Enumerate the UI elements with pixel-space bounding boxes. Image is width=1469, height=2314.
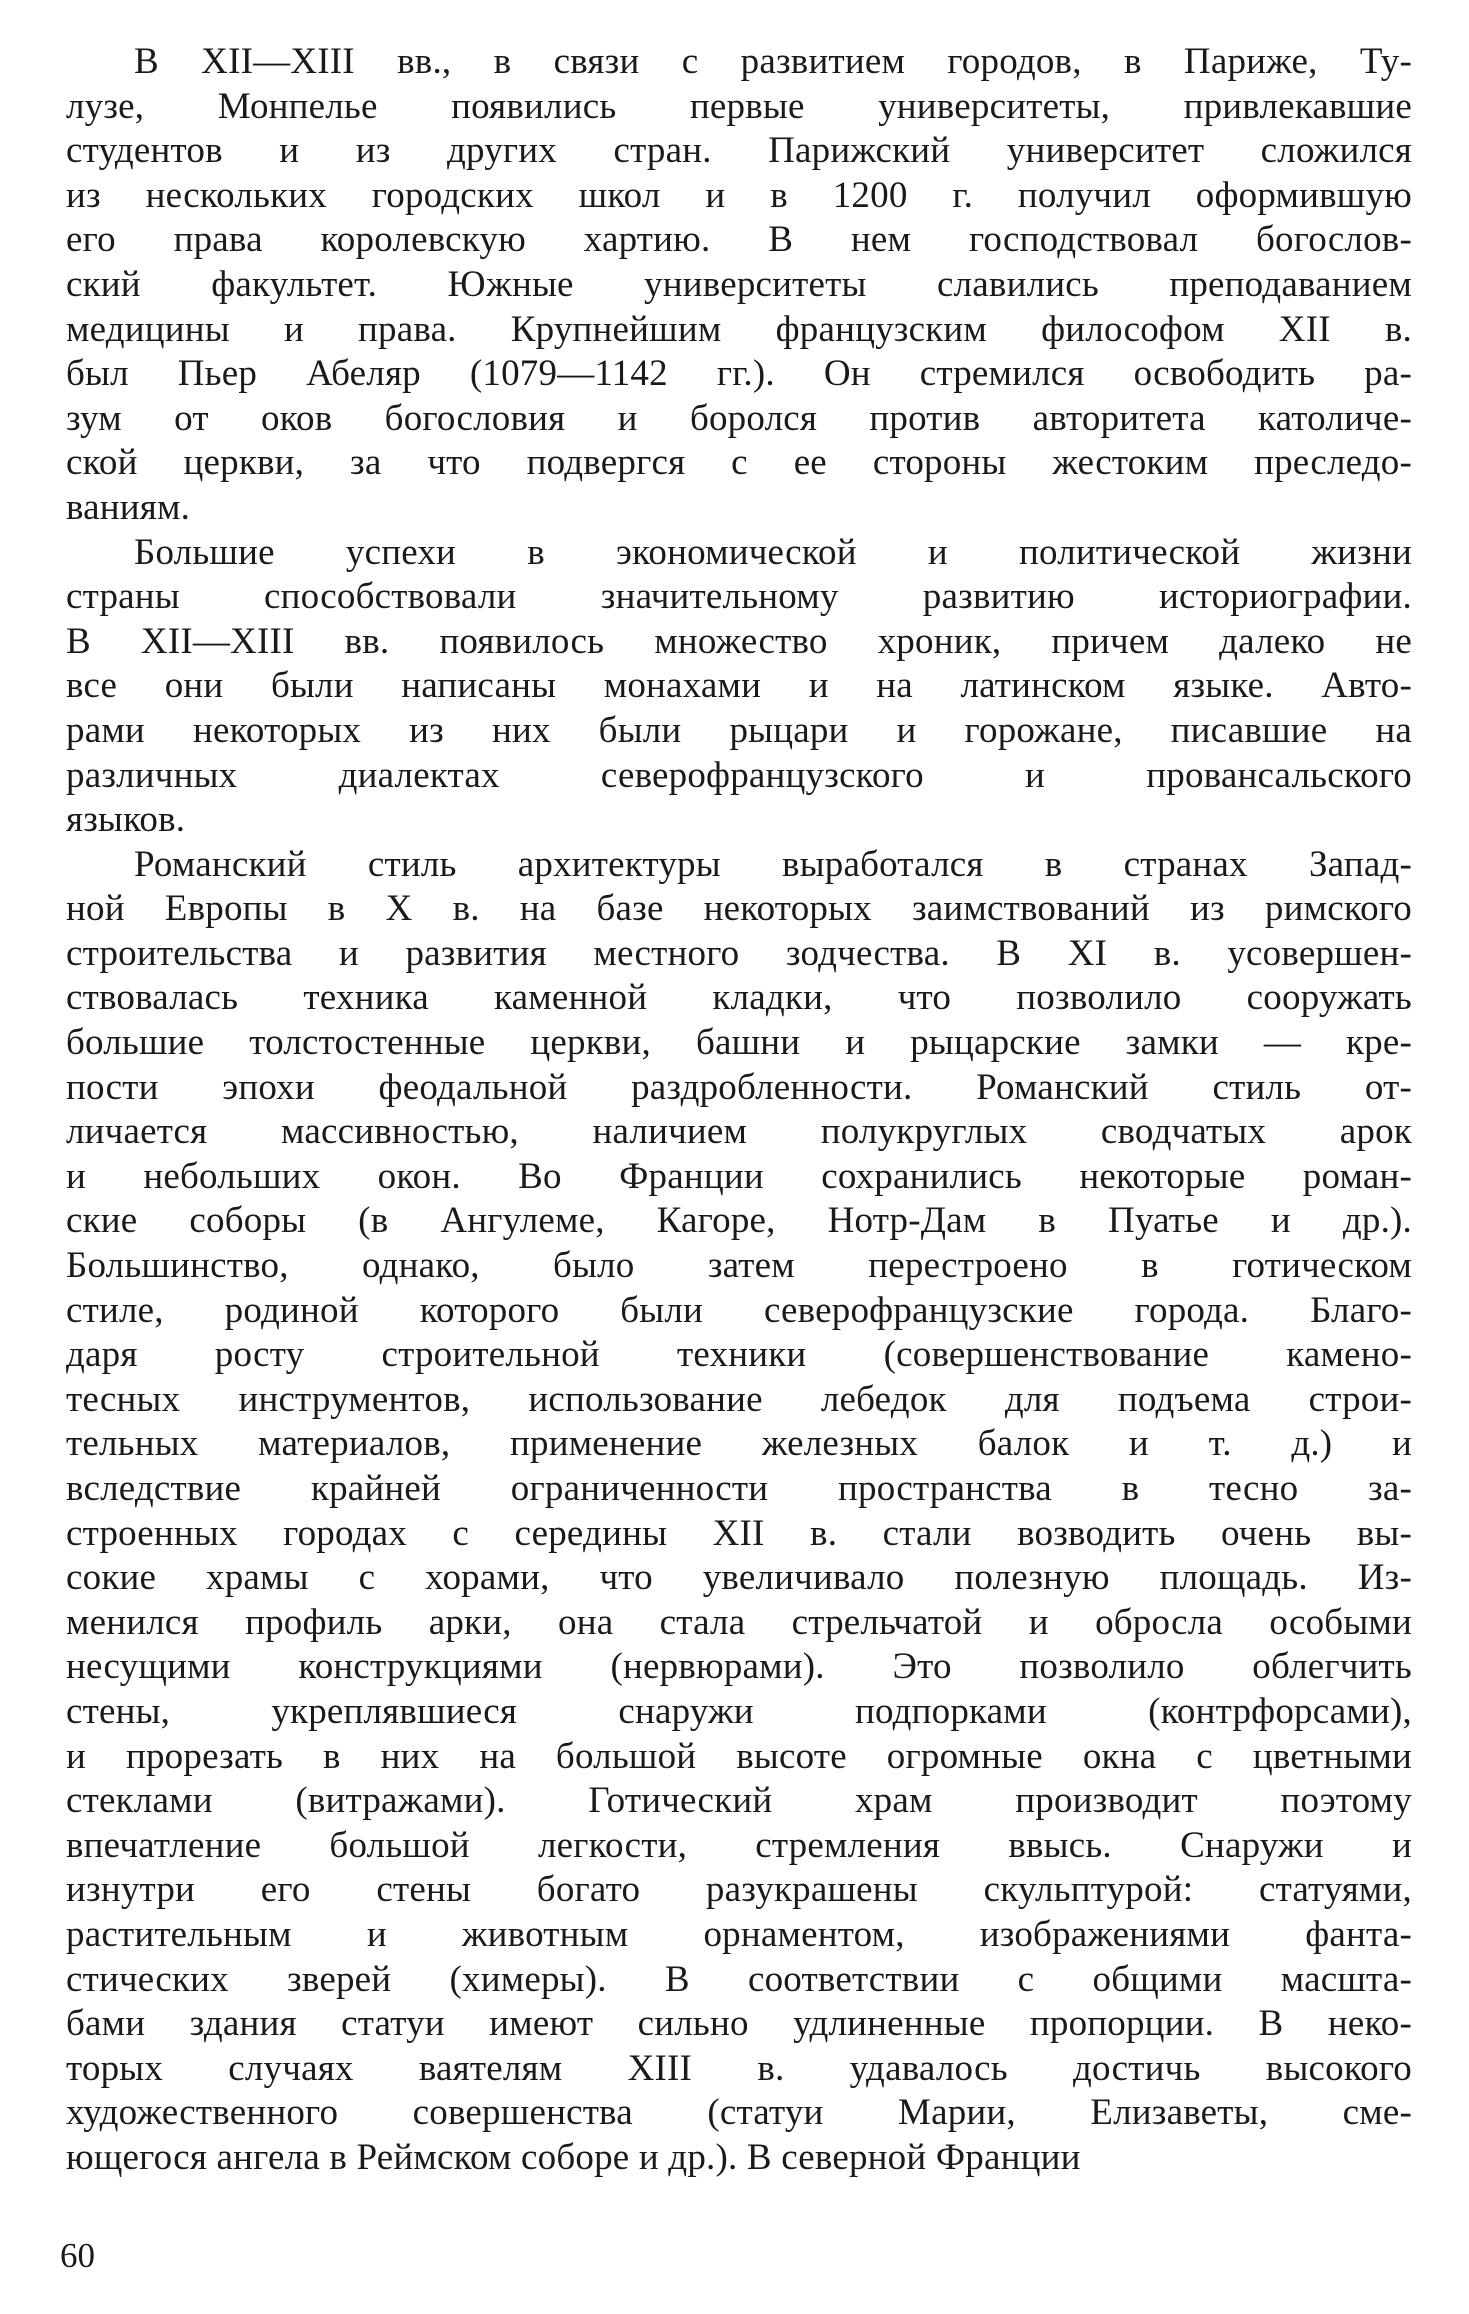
text-line: Большинство, однако, было затем перестроено в готическом xyxy=(66,1245,1412,1287)
text-line: менился профиль арки, она стала стрельчатой и обросла особыми xyxy=(66,1601,1412,1643)
text-line: вследствие крайней ограниченности пространства в тесно за- xyxy=(66,1468,1412,1509)
text-line: сокие храмы с хорами, что увеличивало полезную площадь. Из- xyxy=(66,1557,1412,1599)
text-line: стены, укреплявшиеся снаружи подпорками (контрфорсами), xyxy=(66,1690,1412,1732)
text-line: лузе, Монпелье появились первые университеты, привлекавшие xyxy=(66,85,1412,127)
text-line: его права королевскую хартию. В нем господствовал богослов- xyxy=(66,219,1412,261)
text-line: бами здания статуи имеют сильно удлиненные пропорции. В неко- xyxy=(66,2003,1412,2045)
text-line: рами некоторых из них были рыцари и горожане, писавшие на xyxy=(66,709,1412,751)
paragraph xyxy=(66,531,1412,843)
text-line: строенных городах с середины XII в. стали возводить очень вы- xyxy=(66,1512,1412,1554)
text-line: личается массивностью, наличием полукруглых сводчатых арок xyxy=(66,1111,1412,1153)
text-line: и прорезать в них на большой высоте огромные окна с цветными xyxy=(66,1735,1412,1777)
text-line: пости эпохи феодальной раздробленности. Романский стиль от- xyxy=(66,1066,1412,1108)
text-line: стеклами (витражами). Готический храм производит поэтому xyxy=(66,1780,1412,1822)
text-line: стических зверей (химеры). В соответствии с общими масшта- xyxy=(66,1958,1412,2000)
text-line: ваниям. xyxy=(66,486,191,528)
page-number: 60 xyxy=(60,2236,95,2275)
paragraph xyxy=(66,40,1412,531)
text-line: Романский стиль архитектуры выработался в странах Запад- xyxy=(134,843,1412,885)
text-line: ной Европы в X в. на базе некоторых заимствований из римского xyxy=(66,888,1412,930)
text-line: был Пьер Абеляр (1079—1142 гг.). Он стремился освободить ра- xyxy=(66,353,1412,395)
text-line: различных диалектах северофранцузского и провансальского xyxy=(66,754,1412,796)
paragraph xyxy=(66,843,1412,2181)
text-line: изнутри его стены богато разукрашены скульптурой: статуями, xyxy=(66,1869,1412,1911)
text-line: несущими конструкциями (нервюрами). Это позволило облегчить xyxy=(66,1646,1412,1688)
text-line: ской церкви, за что подвергся с ее стороны жестоким преследо- xyxy=(66,442,1412,484)
text-line: В XII—XIII вв. появилось множество хроник, причем далеко не xyxy=(66,620,1412,662)
text-line: страны способствовали значительному развитию историографии. xyxy=(66,576,1412,618)
text-line: художественного совершенства (статуи Марии, Елизаветы, сме- xyxy=(66,2092,1412,2134)
text-line: стиле, родиной которого были северофранцузские города. Благо- xyxy=(66,1289,1412,1331)
text-line: впечатление большой легкости, стремления ввысь. Снаружи и xyxy=(66,1824,1412,1866)
text-line: Большие успехи в экономической и политической жизни xyxy=(134,531,1412,573)
text-line: тельных материалов, применение железных балок и т. д.) и xyxy=(66,1423,1412,1465)
text-line: даря росту строительной техники (совершенствование камено- xyxy=(66,1334,1412,1376)
text-line: студентов и из других стран. Парижский университет сложился xyxy=(66,130,1412,172)
text-line: ствовалась техника каменной кладки, что позволило сооружать xyxy=(66,977,1412,1019)
text-line: большие толстостенные церкви, башни и рыцарские замки — кре- xyxy=(66,1022,1412,1064)
text-line: строительства и развития местного зодчества. В XI в. усовершен- xyxy=(66,932,1412,974)
text-body xyxy=(66,40,1412,2181)
text-line: из нескольких городских школ и в 1200 г. получил оформившую xyxy=(66,174,1412,216)
text-line: ский факультет. Южные университеты славились преподаванием xyxy=(66,263,1412,305)
text-line: торых случаях ваятелям XIII в. удавалось достичь высокого xyxy=(66,2047,1412,2089)
text-line: В XII—XIII вв., в связи с развитием городов, в Париже, Ту- xyxy=(134,41,1412,82)
text-line: все они были написаны монахами и на латинском языке. Авто- xyxy=(66,665,1412,707)
text-line: зум от оков богословия и боролся против авторитета католиче- xyxy=(66,397,1412,439)
text-line: медицины и права. Крупнейшим французским философом XII в. xyxy=(66,308,1412,350)
text-line: тесных инструментов, использование лебедок для подъема строи- xyxy=(66,1378,1412,1420)
text-line: языков. xyxy=(66,799,186,841)
text-line: растительным и животным орнаментом, изображениями фанта- xyxy=(66,1913,1412,1955)
text-line: и небольших окон. Во Франции сохранились некоторые роман- xyxy=(66,1155,1412,1197)
text-line: ские соборы (в Ангулеме, Кагоре, Нотр-Дам в Пуатье и др.). xyxy=(66,1200,1412,1242)
book-page xyxy=(60,40,1412,2280)
text-line: ющегося ангела в Реймском соборе и др.). В северной Франции xyxy=(66,2136,1081,2178)
